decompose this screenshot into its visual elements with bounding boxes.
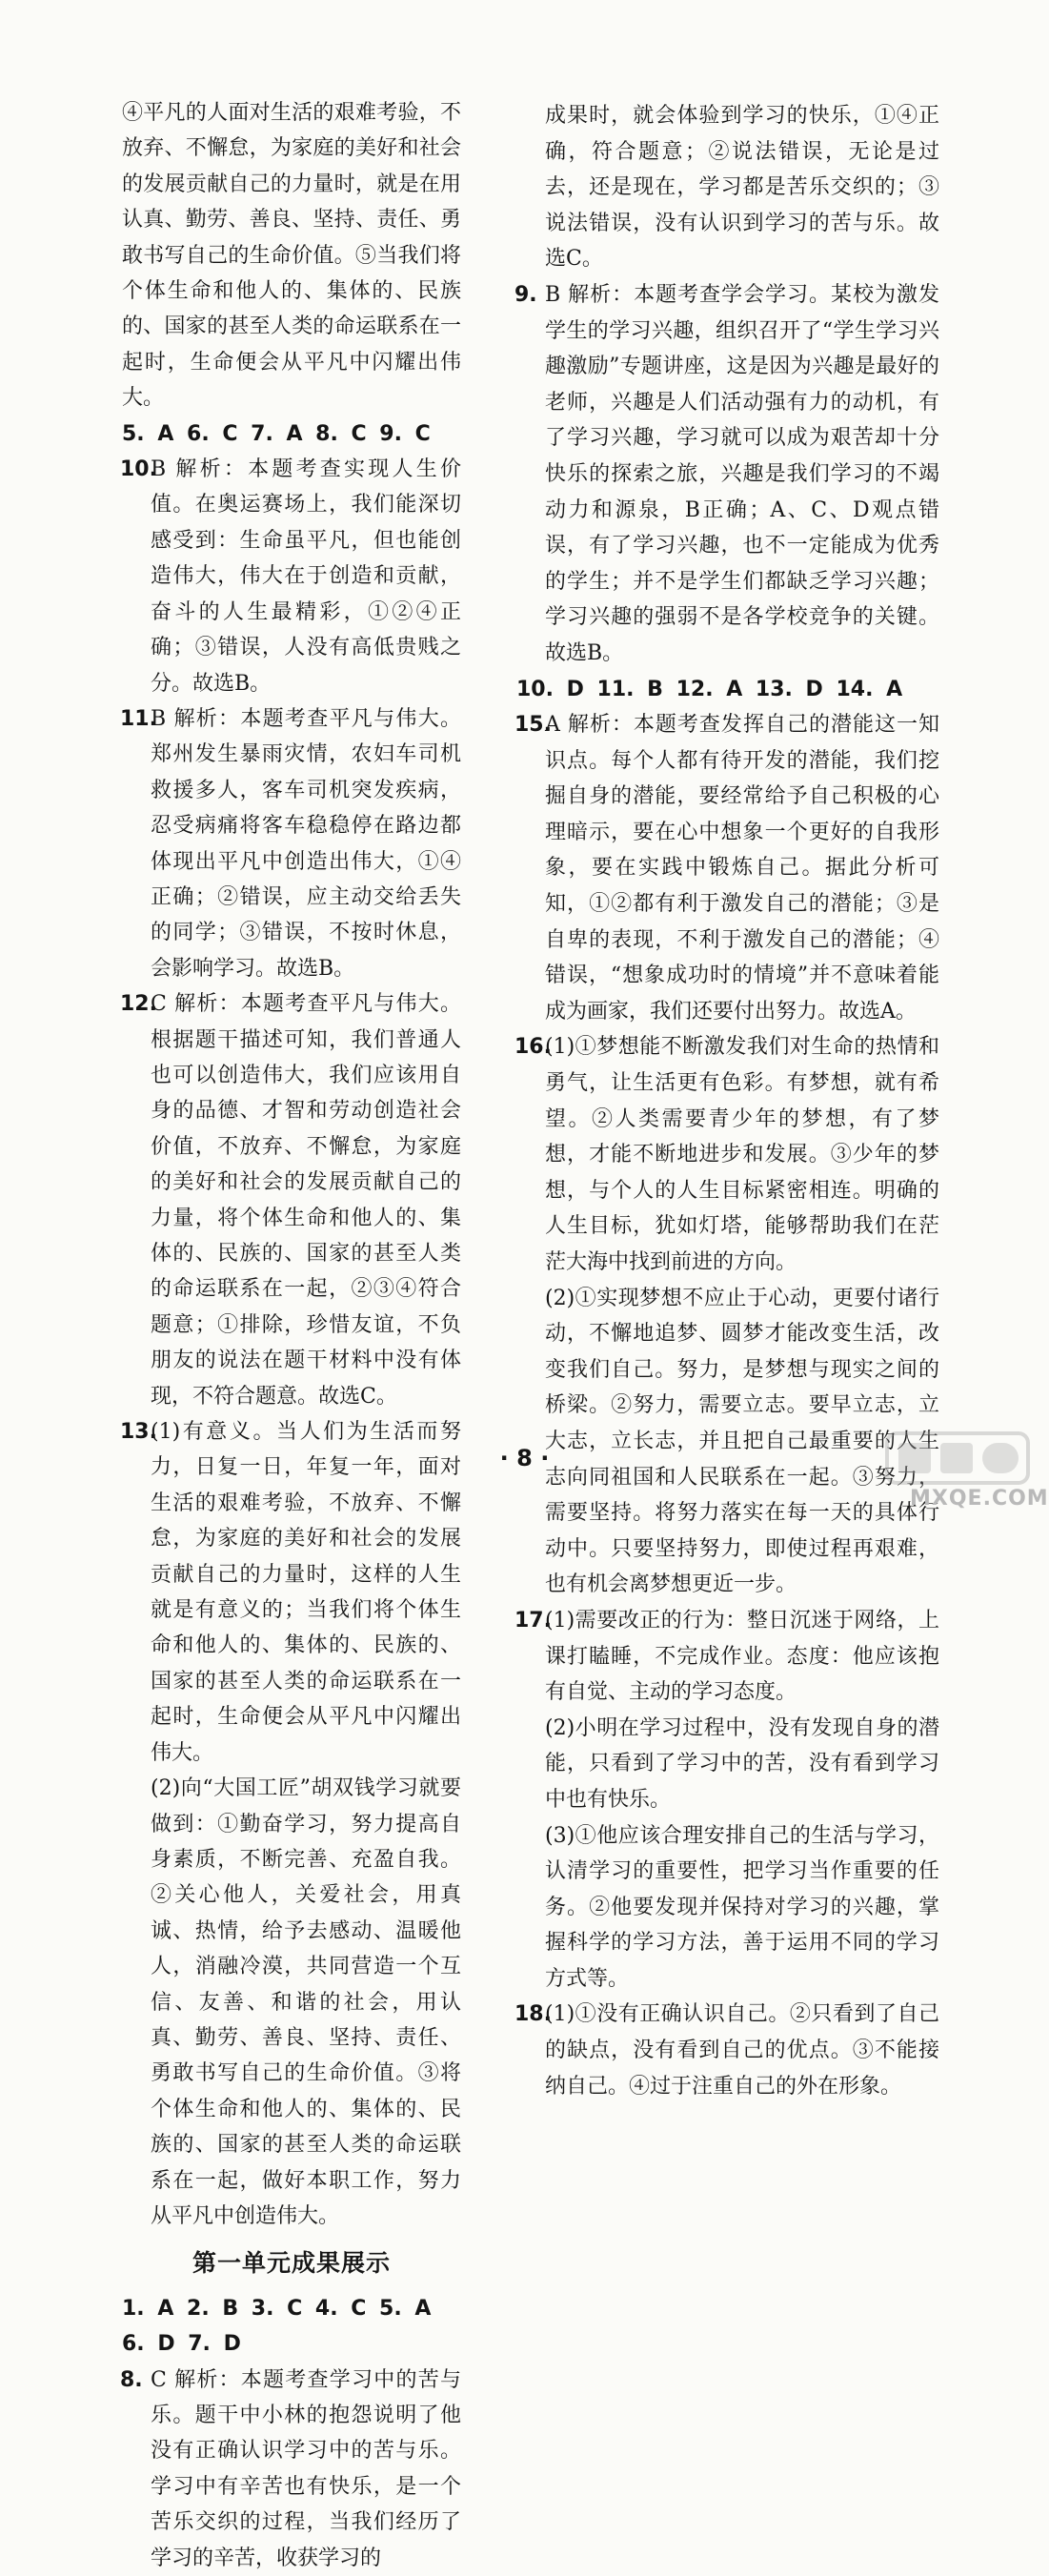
question-text: B 解析：本题考查实现人生价值。在奥运赛场上，我们能深切感受到：生命虽平凡，但也能创造伟大，伟大在于创造和贡献，奋斗的人生最精彩，①②④正确；③错误，人没有高低贵贱之分。故选B。: [151, 457, 461, 696]
question-number: 8.: [120, 2367, 143, 2392]
question-text: (1)需要改正的行为：整日沉迷于网络，上课打瞌睡，不完成作业。态度：他应该抱有自觉、主动的学习态度。: [545, 1608, 939, 1705]
paragraph-continued: ④平凡的人面对生活的艰难考验，不放弃、不懈怠，为家庭的美好和社会的发展贡献自己的力量时，就是在用认真、勤劳、善良、坚持、责任、勇敢书写自己的生命价值。⑤当我们将个体生命和他人的、集体的、民族的、国家的甚至人类的命运联系在一起时，生命便会从平凡中闪耀出伟大。: [122, 101, 461, 411]
question-text: (1)有意义。当人们为生活而努力，日复一日，年复一年，面对生活的艰难考验，不放弃、不懈怠，为家庭的美好和社会的发展贡献自己的力量时，这样的人生就是有意义的；当我们将个体生命和他人的、集体的、民族的、国家的甚至人类的命运联系在一起时，生命便会从平凡中闪耀出伟大。: [151, 1420, 461, 1765]
right-column: [516, 98, 939, 2104]
question-13-part-2: (2)向“大国工匠”胡双钱学习就要做到：①勤奋学习，努力提高自身素质，不断完善、充盈自我。②关心他人，关爱社会，用真诚、热情，给予去感动、温暖他人，消融冷漠，共同营造一个互信、友善、和谐的社会，用认真、勤劳、善良、坚持、责任、勇敢书写自己的生命价值。③将个体生命和他人的、集体的、民族的、国家的甚至人类的命运联系在一起，做好本职工作，努力从平凡中创造伟大。: [151, 1776, 461, 2228]
question-number: 9.: [514, 282, 537, 307]
question-number: 16.: [514, 1035, 552, 1060]
question-8: [122, 2363, 461, 2576]
question-text: C 解析：本题考查平凡与伟大。根据题干描述可知，我们普通人也可以创造伟大，我们应该用自身的品德、才智和劳动创造社会价值，不放弃、不懈怠，为家庭的美好和社会的发展贡献自己的力量，将个体生命和他人的、集体的、民族的、国家的甚至人类的命运联系在一起，②③④符合题意；①排除，珍惜友谊，不负朋友的说法在题干材料中没有体现，不符合题意。故选C。: [151, 992, 461, 1409]
question-text: C 解析：本题考查学习中的苦与乐。题干中小林的抱怨说明了他没有正确认识学习中的苦与乐。学习中有辛苦也有快乐，是一个苦乐交织的过程，当我们经历了学习的辛苦，收获学习的: [151, 2367, 461, 2570]
watermark-site: MXQE.COM: [910, 1487, 1049, 1511]
question-text: (1)①没有正确认识自己。②只看到了自己的缺点，没有看到自己的优点。③不能接纳自己。④过于注重自己的外在形象。: [545, 2002, 939, 2099]
question-17-part-3: (3)①他应该合理安排自己的生活与学习，认清学习的重要性，把学习当作重要的任务。②他要发现并保持对学习的兴趣，掌握科学的学习方法，善于运用不同的学习方式等。: [545, 1823, 939, 1991]
page-number: · 8 ·: [499, 1445, 550, 1471]
answer-line-5-9: 5. A 6. C 7. A 8. C 9. C: [122, 421, 431, 446]
question-number: 18.: [514, 2002, 552, 2027]
question-number: 10.: [120, 457, 157, 482]
question-17-part-2: (2)小明在学习过程中，没有发现自身的潜能，只看到了学习中的苦，没有看到学习中也有快乐。: [545, 1715, 939, 1812]
question-16-part-2: (2)①实现梦想不应止于心动，更要付诸行动，不懈地追梦、圆梦才能改变生活，改变我们自己。努力，是梦想与现实之间的桥梁。②努力，需要立志。要早立志，立大志，立长志，并且把自己最重要的人生志向同祖国和人民联系在一起。③努力，需要坚持。将努力落实在每一天的具体行动中。只要坚持努力，即使过程再艰难，也有机会离梦想更近一步。: [545, 1286, 939, 1597]
question-9: [516, 277, 939, 672]
question-number: 17.: [514, 1608, 552, 1633]
question-number: 11.: [120, 706, 157, 731]
question-12: [122, 986, 461, 1414]
question-text: B 解析：本题考查学会学习。某校为激发学生的学习兴趣，组织召开了“学生学习兴趣激励”专题讲座，这是因为兴趣是最好的老师，兴趣是人们活动强有力的动机，有了学习兴趣，学习就可以成为艰苦却十分快乐的探索之旅，兴趣是我们学习的不竭动力和源泉，B正确；A、C、D观点错误，有了学习兴趣，也不一定能成为优秀的学生；并不是学生们都缺乏学习兴趣；学习兴趣的强弱不是各学校竞争的关键。故选B。: [545, 282, 939, 665]
question-number: 13.: [120, 1420, 157, 1445]
question-17: [516, 1603, 939, 1711]
question-18: [516, 1997, 939, 2104]
question-text: (1)①梦想能不断激发我们对生命的热情和勇气，让生活更有色彩。有梦想，就有希望。②人类需要青少年的梦想，有了梦想，才能不断地进步和发展。③少年的梦想，与个人的人生目标紧密相连。明确的人生目标，犹如灯塔，能够帮助我们在茫茫大海中找到前进的方向。: [545, 1035, 939, 1274]
answer-line-10-14: 10. D 11. B 12. A 13. D 14. A: [516, 677, 903, 701]
question-10: [122, 452, 461, 701]
question-15: [516, 707, 939, 1029]
question-16: [516, 1029, 939, 1280]
section-heading: 第一单元成果展示: [192, 2249, 391, 2278]
question-text: B 解析：本题考查平凡与伟大。郑州发生暴雨灾情，农妇车司机救援多人，客车司机突发疾病，忍受病痛将客车稳稳停在路边都体现出平凡中创造出伟大，①④正确；②错误，应主动交给丢失的同学；③错误，不按时休息，会影响学习。故选B。: [151, 706, 461, 981]
question-11: [122, 701, 461, 986]
question-8-continued: 成果时，就会体验到学习的快乐，①④正确，符合题意；②说法错误，无论是过去，还是现在，学习都是苦乐交织的；③说法错误，没有认识到学习的苦与乐。故选C。: [545, 104, 939, 272]
question-number: 12.: [120, 992, 157, 1017]
answer-line-unit: 1. A 2. B 3. C 4. C 5. A 6. D 7. D: [122, 2296, 432, 2357]
question-number: 15.: [514, 713, 552, 738]
left-column: [122, 95, 461, 2576]
question-text: A 解析：本题考查发挥自己的潜能这一知识点。每个人都有待开发的潜能，我们挖掘自身的潜能，要经常给予自己积极的心理暗示，要在心中想象一个更好的自我形象，要在实践中锻炼自己。据此分析可知，①②都有利于激发自己的潜能；③是自卑的表现，不利于激发自己的潜能；④错误，“想象成功时的情境”并不意味着能成为画家，我们还要付出努力。故选A。: [545, 713, 939, 1024]
